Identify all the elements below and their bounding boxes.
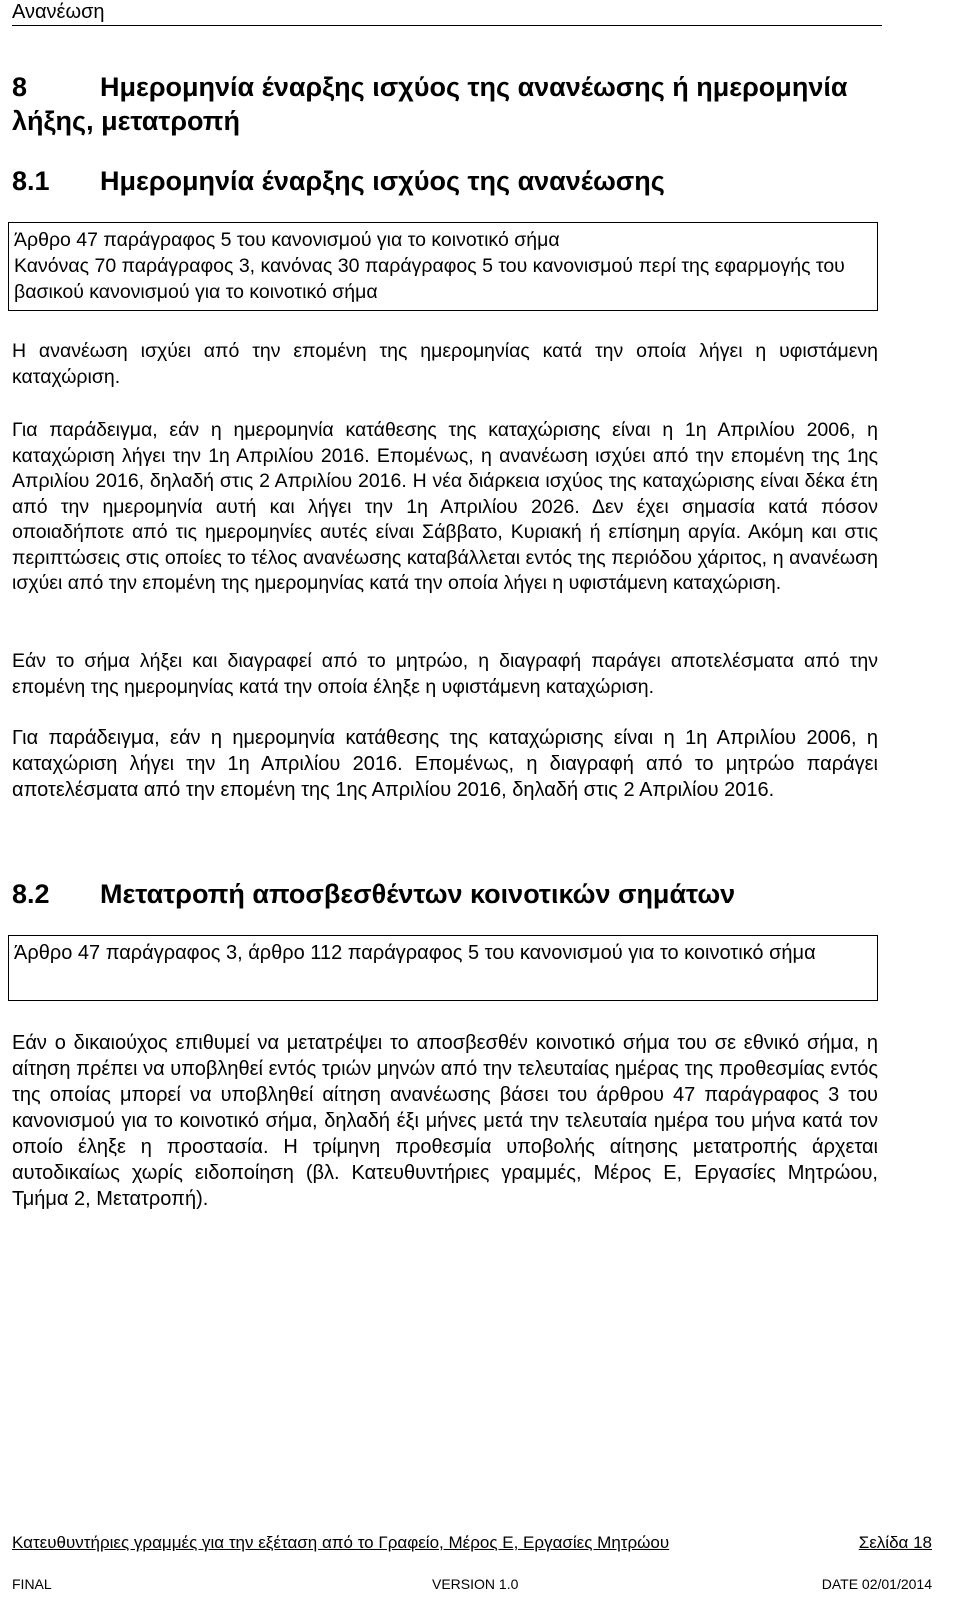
footer-page-number: Σελίδα 18 (858, 1533, 932, 1552)
section-8-1-number: 8.1 (12, 166, 50, 196)
version-date: DATE 02/01/2014 (821, 1576, 932, 1592)
paragraph: Για παράδειγμα, εάν η ημερομηνία κατάθεσης της καταχώρισης είναι η 1η Απριλίου 2006, η καταχώριση λήγει την 1η Απριλίου 2016. Επομένως, η ανανέωση ισχύει από την επομένη της 1ης Απριλίου 2016, δηλαδή στις 2 Απριλίου 2016. Η νέα διάρκεια ισχύος της καταχώρισης είναι δέκα έτη από την ημερομηνία αυτή και λήγει την 1η Απριλίου 2026. Δεν έχει σημασία κατά πόσον οποιαδήποτε από τις ημερομηνίες αυτές είναι Σάββατο, Κυριακή ή επίσημη αργία. Ακόμη και στις περιπτώσεις στις οποίες το τέλος ανανέωσης καταβάλλεται εντός της περιόδου χάριτος, η ανανέωση ισχύει από την επομένη της ημερομηνίας κατά την οποία λήγει η υφιστάμενη καταχώριση. (12, 419, 878, 594)
section-8-2-title: Μετατροπή αποσβεσθέντων κοινοτικών σημάτων (100, 879, 736, 909)
section-8-heading (12, 70, 892, 138)
section-8-1-heading (12, 164, 892, 198)
paragraph: Για παράδειγμα, εάν η ημερομηνία κατάθεσης της καταχώρισης είναι η 1η Απριλίου 2006, η καταχώριση λήγει την 1η Απριλίου 2016. Επομένως, η διαγραφή από το μητρώο παράγει αποτελέσματα από την επομένη της 1ης Απριλίου 2016, δηλαδή στις 2 Απριλίου 2016. (12, 727, 878, 801)
page-footer (12, 1532, 932, 1554)
section-8-2-number: 8.2 (12, 879, 50, 909)
paragraph: Εάν το σήμα λήξει και διαγραφεί από το μητρώο, η διαγραφή παράγει αποτελέσματα από την επομένη της ημερομηνίας κατά την οποία έληξε η υφιστάμενη καταχώριση. (12, 650, 878, 698)
legal-reference-box-8-1 (8, 222, 878, 311)
version-number: VERSION 1.0 (432, 1576, 519, 1592)
section-8-1-title: Ημερομηνία έναρξης ισχύος της ανανέωσης (100, 166, 665, 196)
paragraph: Η ανανέωση ισχύει από την επομένη της ημερομηνίας κατά την οποία λήγει η υφιστάμενη καταχώριση. (12, 340, 878, 388)
section-8-title: Ημερομηνία έναρξης ισχύος της ανανέωσης ή ημερομηνία λήξης, μετατροπή (12, 72, 848, 136)
legal-reference-line: Άρθρο 47 παράγραφος 3, άρθρο 112 παράγραφος 5 του κανονισμού για το κοινοτικό σήμα (14, 942, 816, 964)
paragraph: Εάν ο δικαιούχος επιθυμεί να μετατρέψει το αποσβεσθέν κοινοτικό σήμα του σε εθνικό σήμα, η αίτηση πρέπει να υποβληθεί εντός τριών μηνών από την τελευταίας ημέρας της προθεσμίας εντός της οποίας μπορεί να υποβληθεί αίτηση ανανέωσης βάσει του άρθρου 47 παράγραφος 3 του κανονισμού για το κοινοτικό σήμα, δηλαδή έξι μήνες μετά την τελευταία ημέρα του μήνα κατά τον οποίο έληξε η προστασία. Η τρίμηνη προθεσμία υποβολής αίτησης μετατροπής άρχεται αυτοδικαίως χωρίς ειδοποίηση (βλ. Κατευθυντήριες γραμμές, Μέρος Ε, Εργασίες Μητρώου, Τμήμα 2, Μετατροπή). (12, 1032, 878, 1210)
legal-reference-box-8-2 (8, 935, 878, 1001)
section-8-number: 8 (12, 72, 28, 102)
footer-document-title: Κατευθυντήριες γραμμές για την εξέταση από το Γραφείο, Μέρος Ε, Εργασίες Μητρώου (12, 1533, 670, 1552)
section-8-2-heading (12, 877, 892, 911)
legal-reference-line: Άρθρο 47 παράγραφος 5 του κανονισμού για το κοινοτικό σήμα (14, 229, 560, 251)
version-status: FINAL (12, 1576, 52, 1592)
running-header (12, 0, 882, 26)
running-header-title: Ανανέωση (12, 1, 105, 23)
legal-reference-line: Κανόνας 70 παράγραφος 3, κανόνας 30 παράγραφος 5 του κανονισμού περί της εφαρμογής του βασικού κανονισμού για το κοινοτικό σήμα (14, 255, 845, 303)
